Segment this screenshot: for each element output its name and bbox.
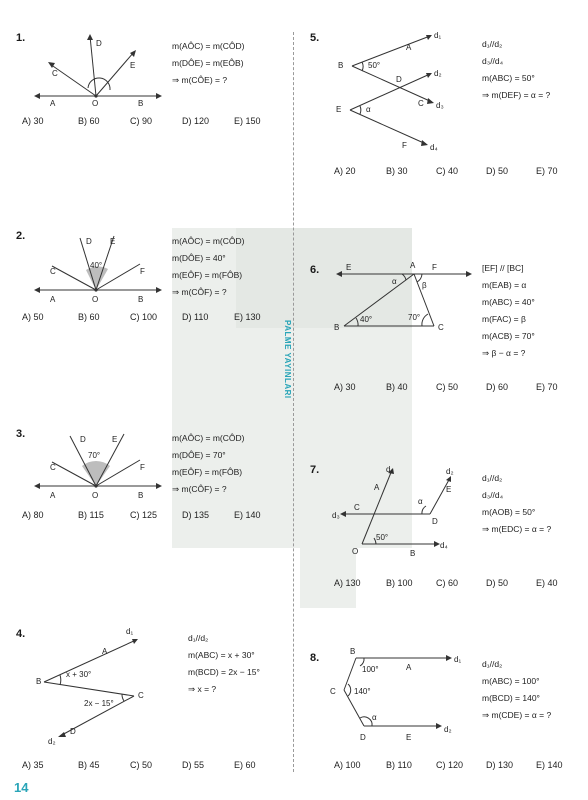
- choice-b[interactable]: B) 60: [78, 312, 100, 322]
- svg-text:d₃: d₃: [332, 511, 340, 520]
- svg-text:B: B: [36, 677, 42, 686]
- question-4-choices: [22, 760, 292, 772]
- svg-text:C: C: [418, 99, 424, 108]
- svg-text:F: F: [140, 463, 145, 472]
- svg-text:A: A: [406, 43, 412, 52]
- svg-text:O: O: [92, 491, 99, 500]
- svg-text:D: D: [360, 733, 366, 742]
- choice-e[interactable]: E) 140: [234, 510, 261, 520]
- question-5-choices: [334, 166, 584, 178]
- svg-text:E: E: [336, 105, 342, 114]
- alpha-label: α: [418, 497, 423, 506]
- choice-c[interactable]: C) 120: [436, 760, 464, 770]
- beta-label: β: [422, 281, 427, 290]
- svg-text:d₁: d₁: [126, 627, 134, 636]
- choice-d[interactable]: D) 60: [486, 382, 509, 392]
- alpha-label: α: [392, 277, 397, 286]
- question-7-choices: [334, 578, 584, 590]
- question-5-figure: [330, 26, 470, 156]
- question-4-number: 4.: [16, 628, 26, 640]
- svg-text:B: B: [334, 323, 340, 332]
- angle-label: 70°: [88, 451, 101, 460]
- svg-text:d₂: d₂: [446, 467, 454, 476]
- angle-b-label: x + 30°: [66, 670, 92, 679]
- question-6-figure: [330, 258, 480, 348]
- svg-text:B: B: [350, 647, 356, 656]
- choice-c[interactable]: C) 50: [130, 760, 153, 770]
- choice-c[interactable]: C) 90: [130, 116, 153, 126]
- question-1-choices: [22, 116, 292, 128]
- label-o: O: [92, 99, 99, 108]
- choice-b[interactable]: B) 30: [386, 166, 408, 176]
- question-7-figure: [330, 460, 480, 570]
- svg-text:C: C: [50, 267, 56, 276]
- svg-text:D: D: [80, 435, 86, 444]
- svg-text:E: E: [110, 237, 116, 246]
- choice-a[interactable]: A) 130: [334, 578, 361, 588]
- svg-text:B: B: [138, 295, 144, 304]
- alpha-label: α: [372, 713, 377, 722]
- choice-c[interactable]: C) 40: [436, 166, 459, 176]
- choice-d[interactable]: D) 110: [182, 312, 209, 322]
- choice-d[interactable]: D) 50: [486, 166, 509, 176]
- choice-e[interactable]: E) 130: [234, 312, 261, 322]
- svg-text:d₄: d₄: [440, 541, 448, 550]
- question-2-given: m(AÔC) = m(CÔD) m(DÔE) = 40° m(EÔF) = m(FÔB) ⇒ m(CÔF) = ?: [172, 236, 245, 297]
- question-5-number: 5.: [310, 32, 320, 44]
- question-4-figure: [30, 620, 180, 750]
- label-d: D: [96, 39, 102, 48]
- svg-text:A: A: [50, 295, 56, 304]
- svg-text:A: A: [50, 491, 56, 500]
- svg-text:d₁: d₁: [386, 465, 394, 474]
- svg-text:E: E: [346, 263, 352, 272]
- svg-text:F: F: [140, 267, 145, 276]
- choice-e[interactable]: E) 140: [536, 760, 563, 770]
- question-8-given: d₁//d₂ m(ABC) = 100° m(BCD) = 140° ⇒ m(CDE) = α = ?: [482, 659, 552, 720]
- question-5-given: d₁//d₂ d₃//d₄ m(ABC) = 50° ⇒ m(DEF) = α = ?: [482, 39, 551, 100]
- choice-b[interactable]: B) 60: [78, 116, 100, 126]
- choice-a[interactable]: A) 50: [22, 312, 44, 322]
- choice-d[interactable]: D) 135: [182, 510, 210, 520]
- svg-text:d₂: d₂: [434, 69, 442, 78]
- svg-text:d₂: d₂: [444, 725, 452, 734]
- question-7-number: 7.: [310, 464, 320, 476]
- question-1-figure: [30, 30, 170, 110]
- choice-a[interactable]: A) 30: [334, 382, 356, 392]
- choice-a[interactable]: A) 20: [334, 166, 356, 176]
- svg-text:d₁: d₁: [434, 31, 442, 40]
- column-divider: [293, 32, 294, 772]
- question-8-figure: [330, 646, 480, 746]
- svg-text:d₂: d₂: [48, 737, 56, 746]
- question-2-figure: [30, 232, 170, 302]
- brand-watermark: PALME YAYINLARI: [283, 320, 292, 399]
- svg-text:C: C: [354, 503, 360, 512]
- angle-label: 40°: [90, 261, 103, 270]
- svg-text:A: A: [102, 647, 108, 656]
- question-1-number: 1.: [16, 32, 26, 44]
- question-7-given: d₁//d₂ d₃//d₄ m(AOB) = 50° ⇒ m(EDC) = α = ?: [482, 473, 552, 534]
- angle-b-label: 50°: [368, 61, 381, 70]
- svg-text:E: E: [406, 733, 412, 742]
- label-c: C: [52, 69, 58, 78]
- svg-text:D: D: [86, 237, 92, 246]
- choice-c[interactable]: C) 60: [436, 578, 459, 588]
- svg-text:d₃: d₃: [436, 101, 444, 110]
- angle-c-label: 70°: [408, 313, 421, 322]
- choice-e[interactable]: E) 70: [536, 382, 558, 392]
- question-8-number: 8.: [310, 652, 320, 664]
- svg-text:C: C: [438, 323, 444, 332]
- choice-e[interactable]: E) 70: [536, 166, 558, 176]
- svg-text:E: E: [446, 485, 452, 494]
- angle-c-label: 2x − 15°: [84, 699, 114, 708]
- choice-a[interactable]: A) 35: [22, 760, 44, 770]
- choice-e[interactable]: E) 40: [536, 578, 558, 588]
- choice-b[interactable]: B) 110: [386, 760, 412, 770]
- question-1-given: m(AÔC) = m(CÔD) m(DÔE) = m(EÔB) ⇒ m(CÔE) = ?: [172, 41, 245, 85]
- svg-text:A: A: [406, 663, 412, 672]
- question-2-number: 2.: [16, 230, 26, 242]
- page-number: 14: [14, 780, 29, 795]
- angle-b-label: 40°: [360, 315, 373, 324]
- svg-text:E: E: [112, 435, 118, 444]
- svg-text:B: B: [338, 61, 344, 70]
- choice-b[interactable]: B) 115: [78, 510, 104, 520]
- svg-text:C: C: [330, 687, 336, 696]
- svg-text:F: F: [432, 263, 437, 272]
- choice-d[interactable]: D) 50: [486, 578, 509, 588]
- svg-text:C: C: [50, 463, 56, 472]
- svg-text:O: O: [92, 295, 99, 304]
- choice-d[interactable]: D) 55: [182, 760, 205, 770]
- question-3-figure: [30, 428, 170, 498]
- angle-o-label: 50°: [376, 533, 389, 542]
- svg-text:A: A: [410, 261, 416, 270]
- choice-c[interactable]: C) 50: [436, 382, 459, 392]
- question-6-number: 6.: [310, 264, 320, 276]
- svg-text:C: C: [138, 691, 144, 700]
- question-4-given: d₁//d₂ m(ABC) = x + 30° m(BCD) = 2x − 15° ⇒ x = ?: [188, 633, 260, 694]
- choice-b[interactable]: B) 100: [386, 578, 413, 588]
- svg-text:d₄: d₄: [430, 143, 438, 152]
- choice-d[interactable]: D) 120: [182, 116, 210, 126]
- question-3-choices: [22, 510, 292, 522]
- choice-a[interactable]: A) 30: [22, 116, 44, 126]
- label-e: E: [130, 61, 136, 70]
- question-6-given: [EF] // [BC] m(EAB) = α m(ABC) = 40° m(FAC) = β m(ACB) = 70° ⇒ β − α = ?: [482, 263, 535, 358]
- choice-c[interactable]: C) 125: [130, 510, 158, 520]
- choice-b[interactable]: B) 40: [386, 382, 408, 392]
- choice-e[interactable]: E) 150: [234, 116, 261, 126]
- choice-b[interactable]: B) 45: [78, 760, 100, 770]
- svg-text:D: D: [432, 517, 438, 526]
- choice-a[interactable]: A) 100: [334, 760, 361, 770]
- svg-text:B: B: [138, 491, 144, 500]
- svg-text:d₁: d₁: [454, 655, 462, 664]
- label-b: B: [138, 99, 144, 108]
- svg-text:A: A: [374, 483, 380, 492]
- question-8-choices: [334, 760, 584, 772]
- svg-text:D: D: [70, 727, 76, 736]
- svg-text:B: B: [410, 549, 416, 558]
- question-6-choices: [334, 382, 584, 394]
- label-a: A: [50, 99, 56, 108]
- svg-text:O: O: [352, 547, 359, 556]
- svg-text:D: D: [396, 75, 402, 84]
- choice-c[interactable]: C) 100: [130, 312, 158, 322]
- question-3-number: 3.: [16, 428, 26, 440]
- choice-d[interactable]: D) 130: [486, 760, 514, 770]
- question-2-choices: [22, 312, 292, 324]
- angle-c-label: 140°: [354, 687, 371, 696]
- question-3-given: m(AÔC) = m(CÔD) m(DÔE) = 70° m(EÔF) = m(FÔB) ⇒ m(CÔF) = ?: [172, 433, 245, 494]
- alpha-label: α: [366, 105, 371, 114]
- angle-b-label: 100°: [362, 665, 379, 674]
- choice-a[interactable]: A) 80: [22, 510, 44, 520]
- svg-text:F: F: [402, 141, 407, 150]
- choice-e[interactable]: E) 60: [234, 760, 256, 770]
